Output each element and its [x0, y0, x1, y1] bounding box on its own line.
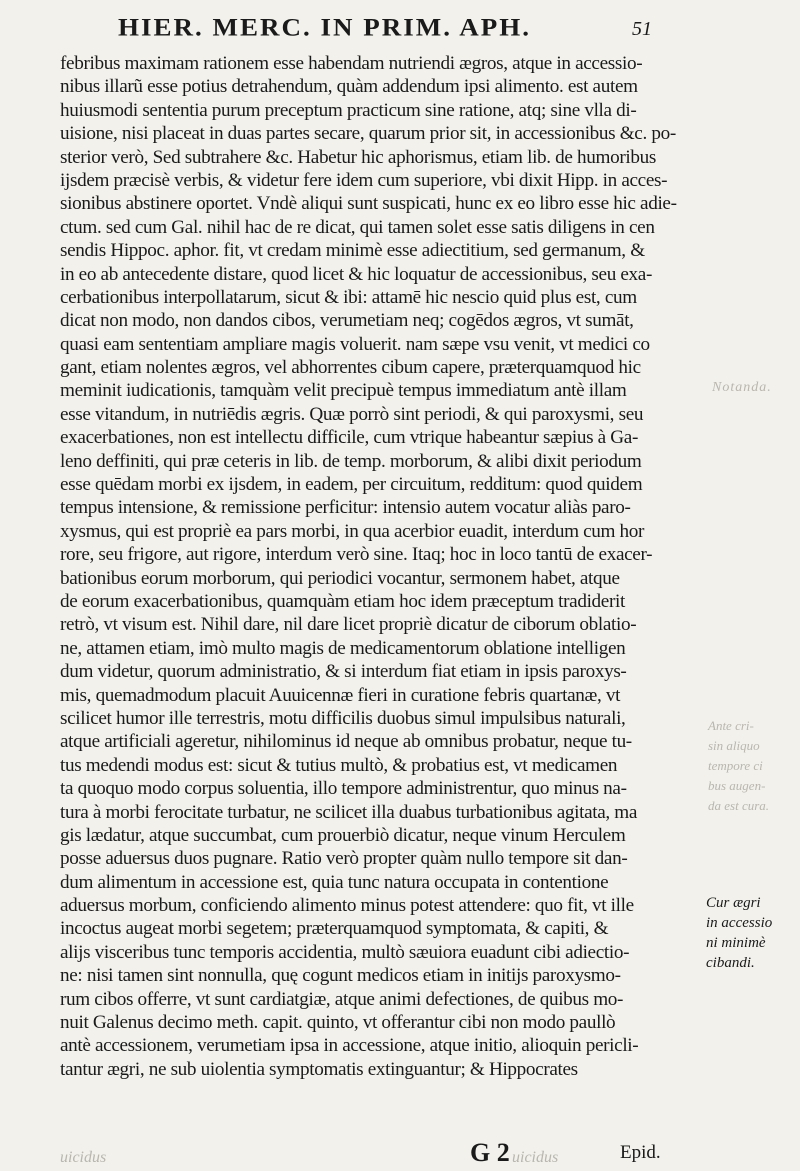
faint-margin-note-notanda: Notanda.: [712, 380, 772, 395]
text-line: aduersus morbum, conficiendo alimento minus potest attendere: quo fit, vt ille: [60, 895, 634, 917]
text-line: febribus maximam rationem esse habendam nutriendi ægros, atque in accessio-: [60, 53, 643, 74]
text-line: leno deffiniti, qui præ ceteris in lib. de temp. morborum, & alibi dixit periodum: [60, 450, 642, 472]
text-line: ijsdem præcisè verbis, & videtur fere idem cum superiore, vbi dixit Hipp. in acces-: [60, 169, 668, 191]
text-line: alijs visceribus tunc temporis accidentia, multò sæuiora euadunt cibi adiectio-: [60, 941, 630, 963]
faint-bleed-through-left: uicidus: [60, 1149, 107, 1166]
text-line: exacerbationes, non est intellectu difficile, cum vtrique habeantur sæpius à Ga-: [60, 427, 638, 449]
text-line: incoctus augeat morbi segetem; præterquamquod symptomata, & capiti, &: [60, 918, 609, 940]
faint-margin-note-ante: [708, 716, 800, 816]
text-line: ta quoquo modo corpus soluentia, illo tempore administrentur, quo minus na-: [60, 778, 627, 800]
margin-note-line: cibandi.: [706, 955, 755, 971]
text-line: retrò, vt visum est. Nihil dare, nil dare licet propriè dicatur de ciborum oblatio-: [60, 614, 637, 636]
text-line: gant, etiam nolentes ægros, vel abhorrentes cibum capere, præterquamquod hic: [60, 357, 641, 379]
text-line: sionibus abstinere oportet. Vndè aliqui sunt suspicati, hunc ex eo libro esse hic adie-: [60, 193, 677, 215]
text-line: tura à morbi ferocitate turbatur, ne scilicet illa duabus turbationibus agitata, ma: [60, 801, 638, 823]
text-line: tantur ægri, ne sub uiolentia symptomatis extinguantur; & Hippocrates: [60, 1058, 578, 1080]
running-head: HIER. MERC. IN PRIM. APH.: [118, 13, 531, 41]
text-line: ctum. sed cum Gal. nihil hac de re dicat, qui tamen solet esse satis diligens in cen: [60, 216, 655, 238]
text-line: sterior verò, Sed subtrahere &c. Habetur hic aphorismus, etiam lib. de humoribus: [60, 146, 656, 168]
text-line: uisione, nisi placeat in duas partes secare, quarum prior sit, in accessionibus &c. po-: [60, 123, 676, 145]
text-line: posse aduersus duos pugnare. Ratio verò propter quàm nullo tempore sit dan-: [60, 848, 628, 870]
margin-note-line: in accessio: [706, 915, 773, 931]
faint-note-line: tempore ci: [708, 758, 763, 773]
faint-note-line: Ante cri-: [708, 718, 754, 733]
text-line: nibus illarũ esse potius detrahendum, quàm addendum ipsi alimento. est autem: [60, 76, 638, 98]
text-line: quasi eam sententiam ampliare magis voluerit. nam sæpe vsu venit, vt medici co: [60, 333, 650, 355]
text-line: xysmus, qui est propriè ea pars morbi, in qua acerbior euadit, interdum cum hor: [60, 520, 645, 542]
text-line: esse vitandum, in nutriēdis ægris. Quæ porrò sint periodi, & qui paroxysmi, seu: [60, 403, 644, 425]
text-line: dicat non modo, non dandos cibos, verumetiam neq; cogēdos ægros, vt sumāt,: [60, 310, 634, 332]
faint-note-line: bus augen-: [708, 778, 766, 793]
faint-note-line: da est cura.: [708, 798, 770, 813]
faint-bleed-through-right: uicidus: [512, 1149, 559, 1166]
text-line: gis lædatur, atque succumbat, cum prouerbiò dicatur, neque vinum Herculem: [60, 824, 626, 846]
text-line: dum videtur, quorum administratio, & si interdum fiat etiam in ipsis paroxys-: [60, 661, 627, 683]
text-line: meminit iudicationis, tamquàm velit precipuè tempus immediatum antè illam: [60, 380, 627, 402]
text-line: rum cibos offerre, vt sunt cardiatgiæ, atque animi defectiones, de quibus mo-: [60, 988, 624, 1010]
text-line: dum alimentum in accessione est, quia tunc natura occupata in contentione: [60, 871, 609, 893]
text-line: nuit Galenus decimo meth. capit. quinto, vt offerantur cibi non modo paullò: [60, 1012, 616, 1034]
text-line: bationibus eorum morborum, qui periodici vocantur, sermonem habet, atque: [60, 567, 620, 589]
text-line: ne, attamen etiam, imò multo magis de medicamentorum oblatione intelligen: [60, 637, 626, 659]
text-line: huiusmodi sententia purum preceptum practicum sine ratione, atq; sine vlla di-: [60, 99, 637, 121]
folio-number: 51: [632, 18, 652, 40]
signature-mark: G 2: [470, 1138, 510, 1167]
catchword: Epid.: [620, 1142, 661, 1163]
text-line: scilicet humor ille terrestris, motu difficilis duobus simul impulsibus naturali,: [60, 707, 626, 729]
text-line: esse quēdam morbi ex ijsdem, in eadem, per circuitum, redditum: quod quidem: [60, 474, 643, 496]
text-line: atque artificiali ageretur, nihilominus id neque ab omnibus probatur, neque tu-: [60, 731, 632, 753]
faint-note-line: sin aliquo: [708, 738, 760, 753]
text-line: tempus intensione, & remissione perficitur: intensio autem vocatur aliàs paro-: [60, 497, 631, 519]
margin-note-cur-aegri: [706, 893, 800, 973]
margin-note-line: ni minimè: [706, 935, 766, 951]
margin-note-line: Cur ægri: [706, 895, 761, 911]
text-line: cerbationibus interpollatarum, sicut & ibi: attamē hic nescio quid plus est, cum: [60, 286, 637, 308]
text-line: ne: nisi tamen sint nonnulla, quę cogunt medicos etiam in initijs paroxysmo-: [60, 965, 621, 987]
text-line: de eorum exacerbationibus, quamquàm etiam hoc idem præceptum tradiderit: [60, 590, 625, 612]
text-line: tus medendi modus est: sicut & tutius multò, & probatius est, vt medicamen: [60, 754, 618, 776]
body-text: [60, 52, 700, 1081]
text-line: in eo ab antecedente distare, quod licet & hic loquatur de accessionibus, seu exa-: [60, 263, 652, 285]
text-line: rore, seu frigore, aut rigore, interdum verò sine. Itaq; hoc in loco tantū de exacer-: [60, 544, 653, 566]
text-line: antè accessionem, verumetiam ipsa in accessione, atque initio, alioquin pericli-: [60, 1035, 639, 1057]
text-line: sendis Hippoc. aphor. fit, vt credam minimè esse adiectitium, sed germanum, &: [60, 240, 645, 262]
text-line: mis, quemadmodum placuit Auuicennæ fieri in curatione febris quartanæ, vt: [60, 684, 621, 706]
